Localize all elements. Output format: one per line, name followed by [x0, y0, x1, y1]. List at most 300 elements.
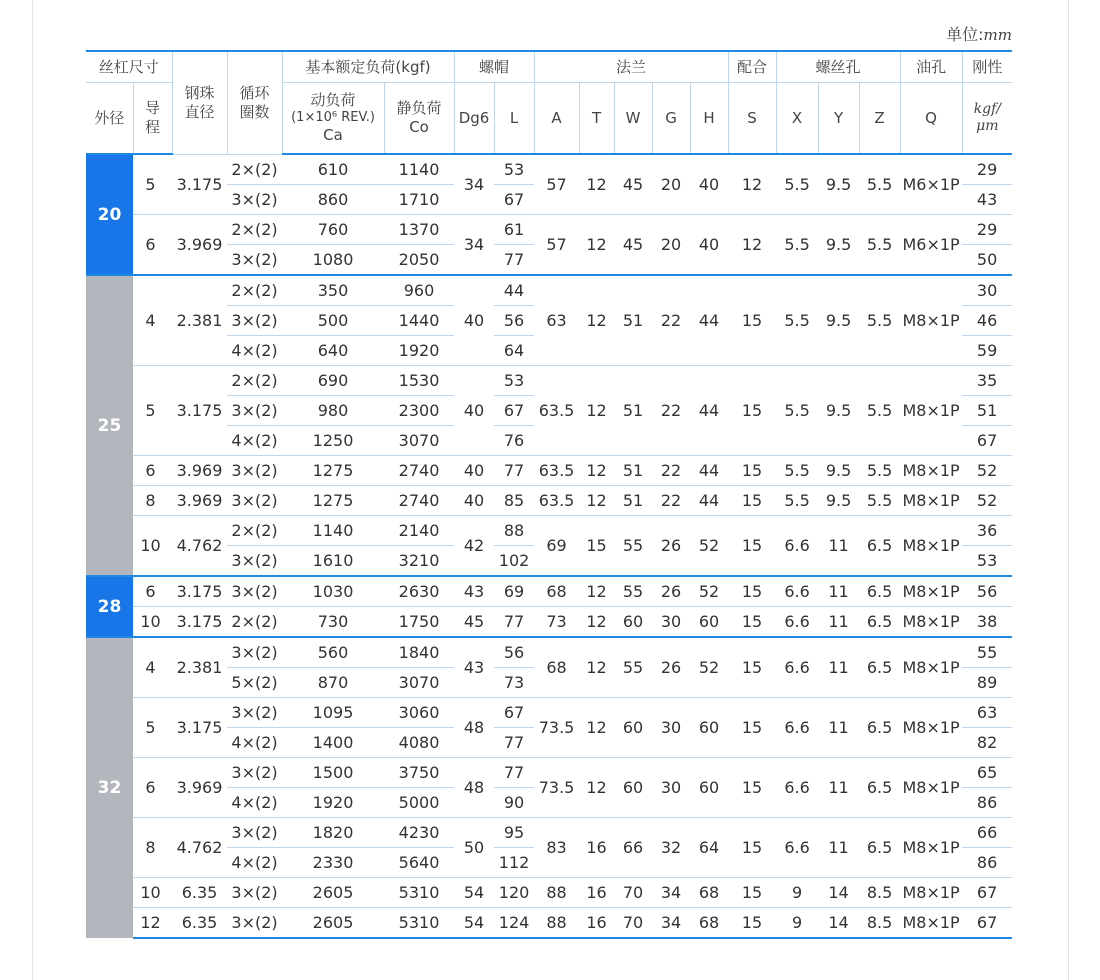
- T-cell: 12: [579, 366, 614, 456]
- Y-cell: 14: [818, 908, 859, 939]
- col-Z: Z: [859, 83, 900, 155]
- stiffness-cell: 50: [962, 245, 1012, 276]
- T-cell: 12: [579, 607, 614, 638]
- static-label: 静负荷: [396, 99, 442, 118]
- ball-dia-cell: 3.969: [172, 486, 227, 516]
- unit-value: mm: [983, 26, 1012, 44]
- L-cell: 120: [494, 878, 534, 908]
- Z-cell: 5.5: [859, 275, 900, 366]
- circuits-cell: 4×(2): [227, 728, 282, 758]
- lead-cell: 8: [133, 818, 172, 878]
- ball-dia-cell: 3.969: [172, 215, 227, 276]
- Y-cell: 9.5: [818, 215, 859, 276]
- dynamic-load-cell: 860: [282, 185, 384, 215]
- W-cell: 45: [622, 175, 644, 194]
- dynamic-load-cell: 1610: [282, 546, 384, 577]
- X-cell: 5.5: [784, 175, 810, 194]
- static-load-cell: 1710: [384, 185, 454, 215]
- stiffness-unit-bottom: μm: [976, 118, 999, 134]
- A-cell: 68: [534, 576, 579, 607]
- H-cell: 40: [698, 175, 720, 194]
- lead-cell: 10: [133, 878, 172, 908]
- dynamic-load-cell: 1500: [282, 758, 384, 788]
- static-load-cell: 3750: [384, 758, 454, 788]
- dynamic-load-cell: 2605: [282, 878, 384, 908]
- G-cell: 30: [652, 607, 690, 638]
- col-flange: 法兰: [534, 51, 728, 83]
- ball-screw-spec-table: [86, 50, 1012, 939]
- H-cell: 44: [690, 456, 728, 486]
- W-cell: 51: [614, 456, 652, 486]
- dg6-cell: 34: [463, 175, 485, 194]
- Z-cell: 6.5: [859, 818, 900, 878]
- dynamic-label: 动负荷: [310, 91, 356, 110]
- W-cell: 60: [614, 698, 652, 758]
- Q-cell: M8×1P: [900, 275, 962, 366]
- L-cell: 95: [494, 818, 534, 848]
- unit-label: [946, 22, 1012, 45]
- T-cell: 12: [579, 486, 614, 516]
- col-H: H: [690, 83, 728, 155]
- col-Y: Y: [818, 83, 859, 155]
- dg6-cell: 40: [454, 275, 494, 366]
- dg6-cell: 50: [454, 818, 494, 878]
- circuits-cell: 3×(2): [227, 456, 282, 486]
- Q-cell: M8×1P: [900, 607, 962, 638]
- X-cell: 6.6: [776, 516, 818, 577]
- Y-cell: 9.5: [825, 175, 852, 194]
- T-cell: 12: [579, 637, 614, 698]
- circuits-cell: 2×(2): [227, 516, 282, 546]
- stiffness-cell: 46: [962, 306, 1012, 336]
- static-load-cell: 3060: [384, 698, 454, 728]
- static-load-cell: 2740: [384, 456, 454, 486]
- W-cell: 70: [614, 878, 652, 908]
- stiffness-cell: 65: [962, 758, 1012, 788]
- ball-dia-cell: 3.969: [172, 456, 227, 486]
- Y-cell: 9.5: [818, 366, 859, 456]
- G-cell: 30: [652, 758, 690, 818]
- Z-cell: 6.5: [859, 637, 900, 698]
- col-A: A: [534, 83, 579, 155]
- W-cell: 55: [614, 576, 652, 607]
- W-cell: 55: [614, 637, 652, 698]
- X-cell: 9: [776, 878, 818, 908]
- Q-cell: M8×1P: [900, 698, 962, 758]
- col-bolt-hole: 螺丝孔: [776, 51, 900, 83]
- dynamic-load-cell: 1030: [282, 576, 384, 607]
- col-circuits-label: 循环圈数: [239, 84, 270, 121]
- T-cell: 12: [579, 698, 614, 758]
- H-cell: 52: [690, 516, 728, 577]
- L-cell: 77: [494, 245, 534, 276]
- lead-cell: 5: [145, 175, 156, 194]
- circuits-cell: 3×(2): [227, 306, 282, 336]
- stiffness-cell: 52: [962, 456, 1012, 486]
- circuits-cell: 2×(2): [227, 275, 282, 306]
- stiffness-cell: 59: [962, 336, 1012, 366]
- stiffness-cell: 29: [976, 160, 998, 179]
- Y-cell: 11: [818, 637, 859, 698]
- table-row: [86, 154, 1012, 185]
- dynamic-load-cell: 760: [282, 215, 384, 245]
- S-cell: 15: [728, 878, 776, 908]
- table-row: [86, 215, 1012, 245]
- dynamic-load-cell: 2605: [282, 908, 384, 939]
- L-cell: 73: [494, 668, 534, 698]
- static-load-cell: 1840: [384, 637, 454, 668]
- X-cell: 6.6: [776, 607, 818, 638]
- lead-cell: 10: [133, 516, 172, 577]
- outer-dia-cell: 28: [86, 576, 133, 637]
- ball-dia-cell: 3.175: [172, 698, 227, 758]
- dynamic-load-cell: 350: [282, 275, 384, 306]
- T-cell: 12: [586, 175, 607, 194]
- circuits-cell: 2×(2): [227, 215, 282, 245]
- A-cell: 63.5: [534, 486, 579, 516]
- table-row: [86, 878, 1012, 908]
- X-cell: 6.6: [776, 637, 818, 698]
- X-cell: 5.5: [776, 456, 818, 486]
- col-static-load: [384, 83, 454, 155]
- G-cell: 22: [652, 486, 690, 516]
- col-dynamic-load: [282, 83, 384, 155]
- static-load-cell: 1920: [384, 336, 454, 366]
- Z-cell: 8.5: [859, 878, 900, 908]
- stiffness-cell: 67: [962, 908, 1012, 939]
- S-cell: 12: [741, 175, 763, 194]
- H-cell: 60: [690, 698, 728, 758]
- lead-cell: 6: [133, 215, 172, 276]
- dynamic-load-cell: 500: [282, 306, 384, 336]
- circuits-cell: 3×(2): [227, 758, 282, 788]
- H-cell: 64: [690, 818, 728, 878]
- T-cell: 12: [579, 215, 614, 276]
- circuits-cell: 3×(2): [227, 486, 282, 516]
- ball-dia-cell: 2.381: [172, 275, 227, 366]
- L-cell: 53: [503, 160, 525, 179]
- table-row: [86, 486, 1012, 516]
- dynamic-load-cell: 980: [282, 396, 384, 426]
- static-load-cell: 960: [384, 275, 454, 306]
- lead-cell: 6: [133, 456, 172, 486]
- ball-dia-cell: 4.762: [172, 516, 227, 577]
- Z-cell: 6.5: [859, 576, 900, 607]
- col-S: S: [728, 83, 776, 155]
- circuits-cell: 4×(2): [227, 426, 282, 456]
- ball-dia-cell: 3.175: [172, 576, 227, 607]
- A-cell: 73.5: [534, 698, 579, 758]
- circuits-cell: 3×(2): [227, 185, 282, 215]
- X-cell: 5.5: [776, 215, 818, 276]
- table-row: [86, 758, 1012, 788]
- Y-cell: 11: [818, 698, 859, 758]
- S-cell: 15: [728, 275, 776, 366]
- dg6-cell: 42: [454, 516, 494, 577]
- lead-cell: 4: [133, 637, 172, 698]
- stiffness-cell: 38: [962, 607, 1012, 638]
- L-cell: 61: [494, 215, 534, 245]
- W-cell: 55: [614, 516, 652, 577]
- L-cell: 69: [494, 576, 534, 607]
- stiffness-cell: 52: [962, 486, 1012, 516]
- S-cell: 15: [728, 698, 776, 758]
- dg6-cell: 34: [454, 215, 494, 276]
- dynamic-load-cell: 1250: [282, 426, 384, 456]
- lead-cell: 4: [133, 275, 172, 366]
- dg6-cell: 45: [454, 607, 494, 638]
- G-cell: 22: [652, 366, 690, 456]
- L-cell: 77: [494, 728, 534, 758]
- stiffness-cell: 86: [962, 788, 1012, 818]
- X-cell: 5.5: [776, 275, 818, 366]
- col-ball-dia-label: 钢珠直径: [184, 84, 215, 121]
- L-cell: 67: [494, 698, 534, 728]
- W-cell: 60: [614, 758, 652, 818]
- H-cell: 60: [690, 758, 728, 818]
- T-cell: 12: [579, 758, 614, 818]
- static-load-cell: 1140: [398, 160, 440, 179]
- dg6-cell: 54: [454, 878, 494, 908]
- dynamic-load-cell: 640: [282, 336, 384, 366]
- dynamic-load-cell: 1095: [282, 698, 384, 728]
- outer-dia-cell: 20: [86, 154, 133, 275]
- col-screw-size: 丝杠尺寸: [86, 51, 172, 83]
- dg6-cell: 40: [454, 366, 494, 456]
- dynamic-load-cell: 2330: [282, 848, 384, 878]
- lead-cell: 6: [133, 576, 172, 607]
- circuits-cell: 2×(2): [227, 366, 282, 396]
- dynamic-load-cell: 1820: [282, 818, 384, 848]
- dynamic-code-label: Ca: [323, 126, 343, 145]
- Q-cell: M8×1P: [900, 758, 962, 818]
- H-cell: 44: [690, 486, 728, 516]
- outer-dia-cell: 32: [86, 637, 133, 938]
- dg6-cell: 43: [454, 576, 494, 607]
- G-cell: 34: [652, 908, 690, 939]
- circuits-cell: 3×(2): [227, 698, 282, 728]
- Q-cell: M8×1P: [900, 516, 962, 577]
- stiffness-cell: 86: [962, 848, 1012, 878]
- dynamic-load-cell: 560: [282, 637, 384, 668]
- circuits-cell: 3×(2): [227, 908, 282, 939]
- S-cell: 15: [728, 637, 776, 698]
- circuits-cell: 2×(2): [227, 607, 282, 638]
- col-lead-label: 导程: [144, 99, 160, 136]
- X-cell: 5.5: [776, 486, 818, 516]
- H-cell: 60: [690, 607, 728, 638]
- unit-label-text: 单位:: [946, 25, 984, 44]
- S-cell: 15: [728, 576, 776, 607]
- Z-cell: 6.5: [859, 516, 900, 577]
- spec-table-body: [86, 154, 1012, 938]
- col-ball-dia: [172, 51, 227, 154]
- L-cell: 44: [494, 275, 534, 306]
- ball-dia-cell: 3.969: [172, 758, 227, 818]
- lead-cell: 8: [133, 486, 172, 516]
- dg6-cell: 48: [454, 698, 494, 758]
- G-cell: 30: [652, 698, 690, 758]
- table-row: [86, 637, 1012, 668]
- stiffness-cell: 51: [962, 396, 1012, 426]
- A-cell: 57: [546, 175, 567, 194]
- static-load-cell: 3070: [384, 668, 454, 698]
- Q-cell: M8×1P: [900, 908, 962, 939]
- table-row: [86, 818, 1012, 848]
- G-cell: 32: [652, 818, 690, 878]
- L-cell: 67: [494, 396, 534, 426]
- col-W: W: [614, 83, 652, 155]
- dynamic-load-cell: 1080: [282, 245, 384, 276]
- A-cell: 57: [534, 215, 579, 276]
- H-cell: 68: [690, 878, 728, 908]
- col-dg6: Dg6: [454, 83, 494, 155]
- L-cell: 76: [494, 426, 534, 456]
- T-cell: 12: [579, 456, 614, 486]
- A-cell: 63: [534, 275, 579, 366]
- circuits-cell: 4×(2): [227, 336, 282, 366]
- dynamic-load-cell: 1400: [282, 728, 384, 758]
- col-L: L: [494, 83, 534, 155]
- table-row: [86, 607, 1012, 638]
- L-cell: 53: [494, 366, 534, 396]
- A-cell: 63.5: [534, 456, 579, 486]
- L-cell: 124: [494, 908, 534, 939]
- circuits-cell: 3×(2): [227, 396, 282, 426]
- W-cell: 51: [614, 486, 652, 516]
- Q-cell: M8×1P: [900, 878, 962, 908]
- circuits-cell: 3×(2): [227, 878, 282, 908]
- table-row: [86, 275, 1012, 306]
- table-row: [86, 698, 1012, 728]
- S-cell: 15: [728, 908, 776, 939]
- col-nut: 螺帽: [454, 51, 534, 83]
- dynamic-load-cell: 870: [282, 668, 384, 698]
- Y-cell: 11: [818, 576, 859, 607]
- static-load-cell: 1530: [384, 366, 454, 396]
- Q-cell: M6×1P: [902, 175, 960, 194]
- X-cell: 6.6: [776, 576, 818, 607]
- W-cell: 51: [614, 366, 652, 456]
- ball-dia-cell: 3.175: [172, 607, 227, 638]
- lead-cell: 10: [133, 607, 172, 638]
- outer-dia-cell: 25: [86, 275, 133, 576]
- Y-cell: 11: [818, 758, 859, 818]
- stiffness-cell: 30: [962, 275, 1012, 306]
- col-lead: [133, 83, 172, 155]
- stiffness-cell: 82: [962, 728, 1012, 758]
- Y-cell: 9.5: [818, 275, 859, 366]
- Q-cell: M8×1P: [900, 366, 962, 456]
- col-load-rating: 基本额定负荷(kgf): [282, 51, 454, 83]
- ball-dia-cell: 4.762: [172, 818, 227, 878]
- stiffness-cell: 55: [962, 637, 1012, 668]
- G-cell: 20: [652, 215, 690, 276]
- S-cell: 15: [728, 607, 776, 638]
- A-cell: 73.5: [534, 758, 579, 818]
- L-cell: 77: [494, 758, 534, 788]
- stiffness-cell: 35: [962, 366, 1012, 396]
- col-circuits: [227, 51, 282, 154]
- W-cell: 66: [614, 818, 652, 878]
- L-cell: 77: [494, 607, 534, 638]
- G-cell: 34: [652, 878, 690, 908]
- header-row-1: [86, 51, 1012, 83]
- stiffness-cell: 66: [962, 818, 1012, 848]
- Q-cell: M8×1P: [900, 576, 962, 607]
- page-left-border: [32, 0, 33, 980]
- A-cell: 88: [534, 878, 579, 908]
- table-row: [86, 516, 1012, 546]
- dg6-cell: 40: [454, 486, 494, 516]
- ball-dia-cell: 3.175: [176, 174, 223, 194]
- L-cell: 56: [494, 637, 534, 668]
- A-cell: 63.5: [534, 366, 579, 456]
- Z-cell: 6.5: [859, 698, 900, 758]
- ball-dia-cell: 2.381: [172, 637, 227, 698]
- circuits-cell: 2×(2): [231, 159, 278, 179]
- page-right-border: [1068, 0, 1069, 980]
- Y-cell: 9.5: [818, 456, 859, 486]
- lead-cell: 5: [133, 698, 172, 758]
- stiffness-cell: 56: [962, 576, 1012, 607]
- stiffness-cell: 53: [962, 546, 1012, 577]
- L-cell: 88: [494, 516, 534, 546]
- dynamic-load-cell: 610: [317, 160, 349, 179]
- dg6-cell: 54: [454, 908, 494, 939]
- table-row: [86, 456, 1012, 486]
- col-G: G: [652, 83, 690, 155]
- static-load-cell: 1370: [384, 215, 454, 245]
- G-cell: 26: [652, 576, 690, 607]
- A-cell: 69: [534, 516, 579, 577]
- circuits-cell: 4×(2): [227, 848, 282, 878]
- S-cell: 15: [728, 758, 776, 818]
- A-cell: 68: [534, 637, 579, 698]
- circuits-cell: 3×(2): [227, 818, 282, 848]
- L-cell: 102: [494, 546, 534, 577]
- col-fit: 配合: [728, 51, 776, 83]
- Z-cell: 6.5: [859, 758, 900, 818]
- lead-cell: 12: [133, 908, 172, 939]
- L-cell: 85: [494, 486, 534, 516]
- L-cell: 67: [494, 185, 534, 215]
- G-cell: 20: [660, 175, 682, 194]
- static-load-cell: 3210: [384, 546, 454, 577]
- col-X: X: [776, 83, 818, 155]
- Y-cell: 11: [818, 607, 859, 638]
- dynamic-load-cell: 1140: [282, 516, 384, 546]
- static-load-cell: 2300: [384, 396, 454, 426]
- S-cell: 15: [728, 818, 776, 878]
- dynamic-load-cell: 730: [282, 607, 384, 638]
- static-load-cell: 5310: [384, 908, 454, 939]
- T-cell: 16: [579, 908, 614, 939]
- lead-cell: 5: [133, 366, 172, 456]
- Z-cell: 8.5: [859, 908, 900, 939]
- Z-cell: 5.5: [859, 456, 900, 486]
- T-cell: 16: [579, 818, 614, 878]
- L-cell: 56: [494, 306, 534, 336]
- Q-cell: M8×1P: [900, 818, 962, 878]
- dynamic-load-cell: 1275: [282, 486, 384, 516]
- stiffness-unit-top: kgf/: [973, 100, 1001, 117]
- static-load-cell: 2740: [384, 486, 454, 516]
- H-cell: 52: [690, 637, 728, 698]
- col-oil-hole: 油孔: [900, 51, 962, 83]
- stiffness-cell: 67: [962, 878, 1012, 908]
- X-cell: 6.6: [776, 818, 818, 878]
